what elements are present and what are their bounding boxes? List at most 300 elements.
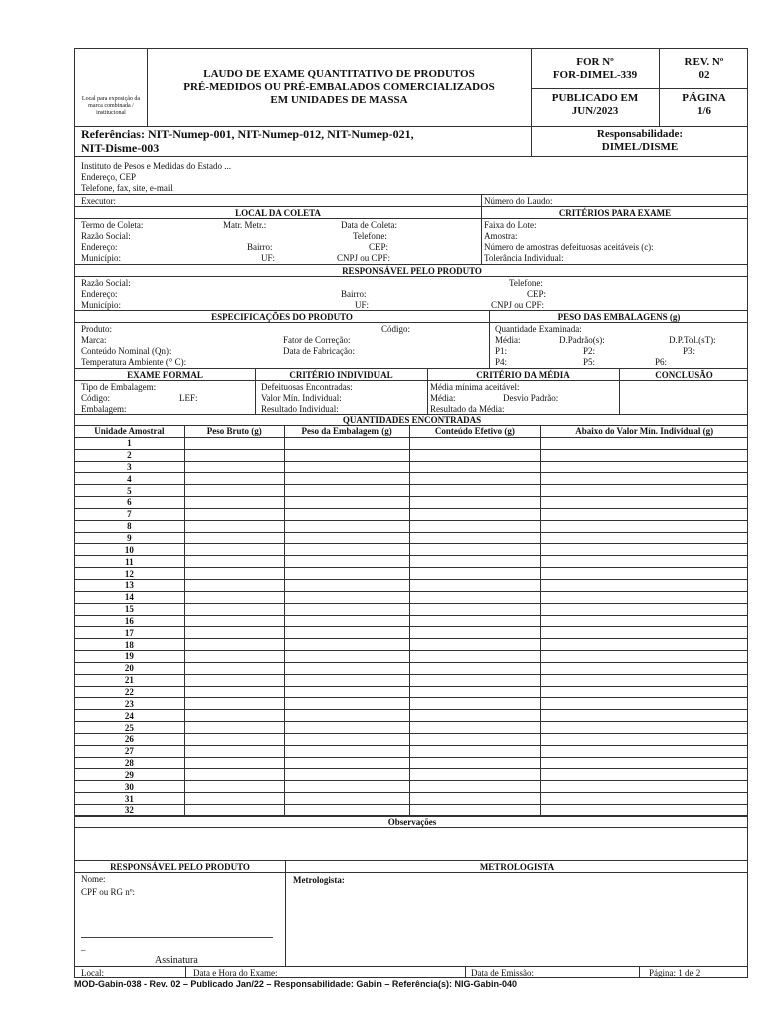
page-value: 1/6 xyxy=(696,105,712,117)
table-row xyxy=(75,449,748,461)
coleta-endereco-label: Endereço: xyxy=(81,242,118,252)
column-header: Peso da Embalagem (g) xyxy=(284,426,409,438)
table-cell[interactable] xyxy=(284,520,409,532)
table-cell[interactable] xyxy=(541,520,748,532)
table-cell[interactable] xyxy=(541,698,748,710)
unit-number: 4 xyxy=(75,473,185,485)
table-cell[interactable] xyxy=(284,769,409,781)
table-cell[interactable] xyxy=(541,473,748,485)
conclusao-title: CONCLUSÃO xyxy=(655,370,713,380)
unit-number: 21 xyxy=(75,674,185,686)
table-cell[interactable] xyxy=(409,722,541,734)
table-cell[interactable] xyxy=(284,579,409,591)
table-cell[interactable] xyxy=(184,769,284,781)
responsibility-label: Responsabilidade: xyxy=(596,128,684,140)
institute-line-1: Instituto de Pesos e Medidas do Estado ... xyxy=(81,161,231,171)
table-cell[interactable] xyxy=(409,603,541,615)
assinatura-label: Assinatura xyxy=(155,955,198,966)
resultado-media-label: Resultado da Média: xyxy=(430,404,505,414)
table-cell[interactable] xyxy=(541,781,748,793)
table-row xyxy=(75,591,748,603)
coleta-cep-label: CEP: xyxy=(369,242,389,252)
marca-label: Marca: xyxy=(81,335,107,345)
for-label: FOR Nº xyxy=(576,56,614,68)
especificacoes-title: ESPECIFICAÇÕES DO PRODUTO xyxy=(211,312,353,322)
rodape-local-label: Local: xyxy=(81,968,104,978)
table-cell[interactable] xyxy=(284,639,409,651)
table-cell[interactable] xyxy=(184,520,284,532)
quantidade-examinada-label: Quantidade Examinada: xyxy=(495,324,582,334)
table-cell[interactable] xyxy=(409,579,541,591)
table-cell[interactable] xyxy=(284,662,409,674)
column-header: Unidade Amostral xyxy=(75,426,185,438)
observacoes-block xyxy=(74,815,748,860)
table-row xyxy=(75,603,748,615)
column-header: Peso Bruto (g) xyxy=(184,426,284,438)
table-cell[interactable] xyxy=(409,497,541,509)
table-cell[interactable] xyxy=(409,769,541,781)
table-cell[interactable] xyxy=(284,674,409,686)
rodape-row xyxy=(74,966,748,978)
unit-number: 30 xyxy=(75,781,185,793)
quantidades-title: QUANTIDADES ENCONTRADAS xyxy=(342,415,482,425)
table-row xyxy=(75,473,748,485)
table-cell[interactable] xyxy=(184,733,284,745)
local-coleta-block xyxy=(74,206,748,264)
resp-razao-label: Razão Social: xyxy=(81,278,131,288)
peso-media-label: Média: xyxy=(495,335,521,345)
defeituosas-label: Defeituosas Encontradas: xyxy=(261,382,353,392)
faixa-lote-label: Faixa do Lote: xyxy=(484,220,537,230)
quantidades-table xyxy=(74,425,748,817)
coleta-municipio-label: Município: xyxy=(81,253,121,263)
table-row xyxy=(75,497,748,509)
table-cell[interactable] xyxy=(184,473,284,485)
table-cell[interactable] xyxy=(184,639,284,651)
p3-label: P3: xyxy=(683,346,696,356)
table-cell[interactable] xyxy=(184,757,284,769)
table-cell[interactable] xyxy=(284,686,409,698)
table-cell[interactable] xyxy=(409,674,541,686)
rev-label: REV. Nº xyxy=(684,56,724,68)
table-cell[interactable] xyxy=(284,485,409,497)
table-cell[interactable] xyxy=(184,437,284,449)
table-row xyxy=(75,520,748,532)
responsavel-title: RESPONSÁVEL PELO PRODUTO xyxy=(342,266,482,276)
unit-number: 6 xyxy=(75,497,185,509)
table-cell[interactable] xyxy=(184,485,284,497)
unit-number: 13 xyxy=(75,579,185,591)
table-cell[interactable] xyxy=(541,769,748,781)
table-cell[interactable] xyxy=(284,497,409,509)
especificacoes-block xyxy=(74,310,748,368)
resp-bairro-label: Bairro: xyxy=(341,289,367,299)
rev-value: 02 xyxy=(698,69,710,81)
unit-number: 3 xyxy=(75,461,185,473)
published-value: JUN/2023 xyxy=(571,105,619,117)
table-cell[interactable] xyxy=(541,793,748,805)
table-cell[interactable] xyxy=(409,710,541,722)
executor-row xyxy=(74,194,748,206)
table-row xyxy=(75,698,748,710)
signatures-block xyxy=(74,860,748,966)
responsibility-value: DIMEL/DISME xyxy=(601,141,679,153)
table-cell[interactable] xyxy=(284,781,409,793)
institute-line-2: Endereço, CEP xyxy=(81,172,136,182)
peso-embalagens-title: PESO DAS EMBALAGENS (g) xyxy=(557,312,681,322)
unit-number: 1 xyxy=(75,437,185,449)
footer-line: MOD-Gabin-038 - Rev. 02 – Publicado Jan/22 – Responsabilidade: Gabin – Referência(s): NIG-Gabin-040 xyxy=(74,979,517,989)
table-cell[interactable] xyxy=(541,651,748,663)
table-cell[interactable] xyxy=(409,532,541,544)
table-cell[interactable] xyxy=(409,473,541,485)
table-cell[interactable] xyxy=(284,556,409,568)
table-cell[interactable] xyxy=(541,497,748,509)
table-cell[interactable] xyxy=(409,627,541,639)
table-cell[interactable] xyxy=(541,639,748,651)
page-label: PÁGINA xyxy=(682,92,726,104)
table-cell[interactable] xyxy=(409,615,541,627)
table-cell[interactable] xyxy=(184,627,284,639)
table-row xyxy=(75,437,748,449)
table-row xyxy=(75,674,748,686)
criterio-individual-title: CRITÉRIO INDIVIDUAL xyxy=(289,370,393,380)
table-row xyxy=(75,781,748,793)
criterio-media-title: CRITÉRIO DA MÉDIA xyxy=(476,370,570,380)
resp-cep-label: CEP: xyxy=(527,289,547,299)
table-cell[interactable] xyxy=(409,591,541,603)
exame-codigo-label: Código: xyxy=(81,393,111,403)
table-cell[interactable] xyxy=(541,591,748,603)
table-cell[interactable] xyxy=(184,686,284,698)
signature-dash: – xyxy=(81,945,86,955)
table-row xyxy=(75,615,748,627)
unit-number: 24 xyxy=(75,710,185,722)
table-cell[interactable] xyxy=(409,686,541,698)
unit-number: 32 xyxy=(75,805,185,817)
table-cell[interactable] xyxy=(184,591,284,603)
table-cell[interactable] xyxy=(541,532,748,544)
title-line-1: LAUDO DE EXAME QUANTITATIVO DE PRODUTOS xyxy=(203,68,475,80)
table-cell[interactable] xyxy=(184,615,284,627)
table-cell[interactable] xyxy=(541,544,748,556)
table-cell[interactable] xyxy=(541,686,748,698)
table-cell[interactable] xyxy=(409,698,541,710)
metrologista-label: Metrologista: xyxy=(293,875,345,885)
unit-number: 12 xyxy=(75,568,185,580)
table-cell[interactable] xyxy=(284,722,409,734)
title-line-2: PRÉ-MEDIDOS OU PRÉ-EMBALADOS COMERCIALIZADOS xyxy=(183,81,495,93)
lef-label: LEF: xyxy=(179,393,198,403)
coleta-razao-label: Razão Social: xyxy=(81,231,131,241)
table-row xyxy=(75,485,748,497)
table-cell[interactable] xyxy=(284,508,409,520)
exame-formal-title: EXAME FORMAL xyxy=(127,370,203,380)
p4-label: P4: xyxy=(495,357,508,367)
table-cell[interactable] xyxy=(409,485,541,497)
table-row xyxy=(75,651,748,663)
table-row xyxy=(75,710,748,722)
table-row xyxy=(75,579,748,591)
table-row xyxy=(75,662,748,674)
table-cell[interactable] xyxy=(284,449,409,461)
amostra-label: Amostra: xyxy=(484,231,518,241)
unit-number: 27 xyxy=(75,745,185,757)
table-cell[interactable] xyxy=(541,615,748,627)
desvio-padrao-label: Desvio Padrão: xyxy=(503,393,559,403)
quantidades-title-row xyxy=(74,414,748,425)
tipo-embalagem-label: Tipo de Embalagem: xyxy=(81,382,157,392)
table-row xyxy=(75,556,748,568)
unit-number: 14 xyxy=(75,591,185,603)
observacoes-title: Observações xyxy=(387,817,437,827)
table-cell[interactable] xyxy=(541,662,748,674)
table-cell[interactable] xyxy=(184,745,284,757)
unit-number: 22 xyxy=(75,686,185,698)
table-cell[interactable] xyxy=(184,568,284,580)
resp-telefone-label: Telefone: xyxy=(509,278,543,288)
valor-min-label: Valor Mín. Individual: xyxy=(261,393,342,403)
table-cell[interactable] xyxy=(541,437,748,449)
table-cell[interactable] xyxy=(541,508,748,520)
signature-nome-label: Nome: xyxy=(81,874,106,884)
resp-cnpj-label: CNPJ ou CPF: xyxy=(491,300,545,310)
metrologista-title: METROLOGISTA xyxy=(479,862,555,872)
table-cell[interactable] xyxy=(184,556,284,568)
table-cell[interactable] xyxy=(541,603,748,615)
column-header: Conteúdo Efetivo (g) xyxy=(409,426,541,438)
table-row xyxy=(75,532,748,544)
logo-placeholder: Local para exposição da marca combinada / institucional xyxy=(81,96,141,116)
table-cell[interactable] xyxy=(184,793,284,805)
unit-number: 31 xyxy=(75,793,185,805)
exame-block xyxy=(74,368,748,414)
resp-uf-label: UF: xyxy=(355,300,370,310)
table-cell[interactable] xyxy=(284,651,409,663)
matr-metr-label: Matr. Metr.: xyxy=(223,220,267,230)
table-cell[interactable] xyxy=(284,461,409,473)
table-row xyxy=(75,733,748,745)
table-row xyxy=(75,745,748,757)
unit-number: 18 xyxy=(75,639,185,651)
table-cell[interactable] xyxy=(409,449,541,461)
table-cell[interactable] xyxy=(284,757,409,769)
references-line-1: Referências: NIT-Numep-001, NIT-Numep-012, NIT-Numep-021, xyxy=(81,127,414,141)
table-row xyxy=(75,639,748,651)
table-cell[interactable] xyxy=(184,497,284,509)
coleta-bairro-label: Bairro: xyxy=(247,242,273,252)
unit-number: 10 xyxy=(75,544,185,556)
executor-label: Executor: xyxy=(81,196,116,206)
table-cell[interactable] xyxy=(284,698,409,710)
table-cell[interactable] xyxy=(284,745,409,757)
embalagem-label: Embalagem: xyxy=(81,404,127,414)
table-cell[interactable] xyxy=(541,449,748,461)
institute-block xyxy=(74,156,748,194)
table-cell[interactable] xyxy=(409,461,541,473)
resp-signature-title: RESPONSÁVEL PELO PRODUTO xyxy=(110,862,250,872)
unit-number: 26 xyxy=(75,733,185,745)
p6-label: P6: xyxy=(655,357,668,367)
resp-municipio-label: Município: xyxy=(81,300,121,310)
table-row xyxy=(75,627,748,639)
table-cell[interactable] xyxy=(409,745,541,757)
header-block xyxy=(74,48,748,156)
coleta-telefone-label: Telefone: xyxy=(353,231,387,241)
table-row xyxy=(75,568,748,580)
rodape-pagina-label: Página: 1 de 2 xyxy=(649,968,701,978)
unit-number: 2 xyxy=(75,449,185,461)
table-row xyxy=(75,544,748,556)
table-cell[interactable] xyxy=(541,674,748,686)
table-cell[interactable] xyxy=(409,568,541,580)
table-cell[interactable] xyxy=(541,757,748,769)
table-cell[interactable] xyxy=(184,662,284,674)
table-cell[interactable] xyxy=(409,733,541,745)
table-cell[interactable] xyxy=(184,722,284,734)
table-cell[interactable] xyxy=(541,485,748,497)
table-cell[interactable] xyxy=(409,544,541,556)
p1-label: P1: xyxy=(495,346,508,356)
unit-number: 8 xyxy=(75,520,185,532)
unit-number: 11 xyxy=(75,556,185,568)
table-cell[interactable] xyxy=(184,579,284,591)
produto-label: Produto: xyxy=(81,324,113,334)
table-cell[interactable] xyxy=(541,710,748,722)
table-cell[interactable] xyxy=(284,793,409,805)
codigo-label: Código: xyxy=(381,324,411,334)
table-cell[interactable] xyxy=(284,437,409,449)
table-row xyxy=(75,461,748,473)
table-cell[interactable] xyxy=(184,698,284,710)
rodape-data-hora-label: Data e Hora do Exame: xyxy=(193,968,278,978)
media-minima-label: Média mínima aceitável: xyxy=(430,382,520,392)
table-cell[interactable] xyxy=(184,781,284,793)
unit-number: 9 xyxy=(75,532,185,544)
local-coleta-title: LOCAL DA COLETA xyxy=(235,208,321,218)
table-row xyxy=(75,793,748,805)
conteudo-nominal-label: Conteúdo Nominal (Qn): xyxy=(81,346,172,356)
resp-endereco-label: Endereço: xyxy=(81,289,118,299)
table-cell[interactable] xyxy=(184,603,284,615)
table-cell[interactable] xyxy=(541,579,748,591)
unit-number: 28 xyxy=(75,757,185,769)
peso-dpadrao-label: D.Padrão(s): xyxy=(559,335,605,345)
table-cell[interactable] xyxy=(409,781,541,793)
table-cell[interactable] xyxy=(184,461,284,473)
table-cell[interactable] xyxy=(541,627,748,639)
signature-cpf-label: CPF ou RG nº: xyxy=(81,887,136,897)
table-cell[interactable] xyxy=(541,745,748,757)
criterios-title: CRITÉRIOS PARA EXAME xyxy=(558,208,672,218)
table-cell[interactable] xyxy=(184,710,284,722)
published-label: PUBLICADO EM xyxy=(551,92,639,104)
unit-number: 19 xyxy=(75,651,185,663)
table-cell[interactable] xyxy=(284,532,409,544)
title-line-3: EM UNIDADES DE MASSA xyxy=(270,94,408,106)
table-row xyxy=(75,757,748,769)
unit-number: 29 xyxy=(75,769,185,781)
resultado-individual-label: Resultado Individual: xyxy=(261,404,339,414)
table-cell[interactable] xyxy=(409,556,541,568)
for-value: FOR-DIMEL-339 xyxy=(552,69,638,81)
temperatura-label: Temperatura Ambiente (° C): xyxy=(81,357,187,367)
peso-dptol-label: D.P.Tol.(sT): xyxy=(669,335,716,345)
coleta-uf-label: UF: xyxy=(261,253,276,263)
signature-line xyxy=(81,937,273,938)
table-cell[interactable] xyxy=(284,473,409,485)
institute-line-3: Telefone, fax, site, e-mail xyxy=(81,183,173,193)
laudo-number-label: Número do Laudo: xyxy=(484,196,553,206)
table-cell[interactable] xyxy=(541,733,748,745)
table-cell[interactable] xyxy=(541,722,748,734)
table-cell[interactable] xyxy=(184,532,284,544)
coleta-cnpj-label: CNPJ ou CPF: xyxy=(337,253,391,263)
p2-label: P2: xyxy=(583,346,596,356)
table-cell[interactable] xyxy=(184,674,284,686)
table-cell[interactable] xyxy=(409,639,541,651)
media-label: Média: xyxy=(430,393,456,403)
table-cell[interactable] xyxy=(184,449,284,461)
table-row xyxy=(75,508,748,520)
table-cell[interactable] xyxy=(284,591,409,603)
unit-number: 25 xyxy=(75,722,185,734)
table-cell[interactable] xyxy=(541,461,748,473)
unit-number: 7 xyxy=(75,508,185,520)
table-cell[interactable] xyxy=(284,568,409,580)
table-cell[interactable] xyxy=(184,651,284,663)
responsavel-block xyxy=(74,264,748,310)
unit-number: 23 xyxy=(75,698,185,710)
table-cell[interactable] xyxy=(284,627,409,639)
table-cell[interactable] xyxy=(284,615,409,627)
unit-number: 5 xyxy=(75,485,185,497)
table-cell[interactable] xyxy=(184,544,284,556)
numero-amostras-label: Número de amostras defeituosas aceitáveis (c): xyxy=(484,242,654,252)
unit-number: 16 xyxy=(75,615,185,627)
table-cell[interactable] xyxy=(409,437,541,449)
table-cell[interactable] xyxy=(284,603,409,615)
rodape-data-emissao-label: Data de Emissão: xyxy=(471,968,534,978)
table-cell[interactable] xyxy=(284,733,409,745)
table-cell[interactable] xyxy=(409,757,541,769)
table-row xyxy=(75,722,748,734)
unit-number: 20 xyxy=(75,662,185,674)
fator-correcao-label: Fator de Correção: xyxy=(283,335,351,345)
table-row xyxy=(75,686,748,698)
table-cell[interactable] xyxy=(284,544,409,556)
table-cell[interactable] xyxy=(284,710,409,722)
table-row xyxy=(75,769,748,781)
table-cell[interactable] xyxy=(541,568,748,580)
references-line-2: NIT-Disme-003 xyxy=(81,141,160,155)
table-cell[interactable] xyxy=(409,662,541,674)
table-cell[interactable] xyxy=(409,520,541,532)
termo-coleta-label: Termo de Coleta: xyxy=(81,220,144,230)
tolerancia-label: Tolerância Individual: xyxy=(484,253,564,263)
data-fabricacao-label: Data de Fabricação: xyxy=(283,346,355,356)
table-cell[interactable] xyxy=(184,508,284,520)
p5-label: P5: xyxy=(583,357,596,367)
table-cell[interactable] xyxy=(409,793,541,805)
unit-number: 15 xyxy=(75,603,185,615)
column-header: Abaixo do Valor Mín. Individual (g) xyxy=(541,426,748,438)
unit-number: 17 xyxy=(75,627,185,639)
table-cell[interactable] xyxy=(409,651,541,663)
table-cell[interactable] xyxy=(409,508,541,520)
table-cell[interactable] xyxy=(541,556,748,568)
data-coleta-label: Data de Coleta: xyxy=(341,220,397,230)
